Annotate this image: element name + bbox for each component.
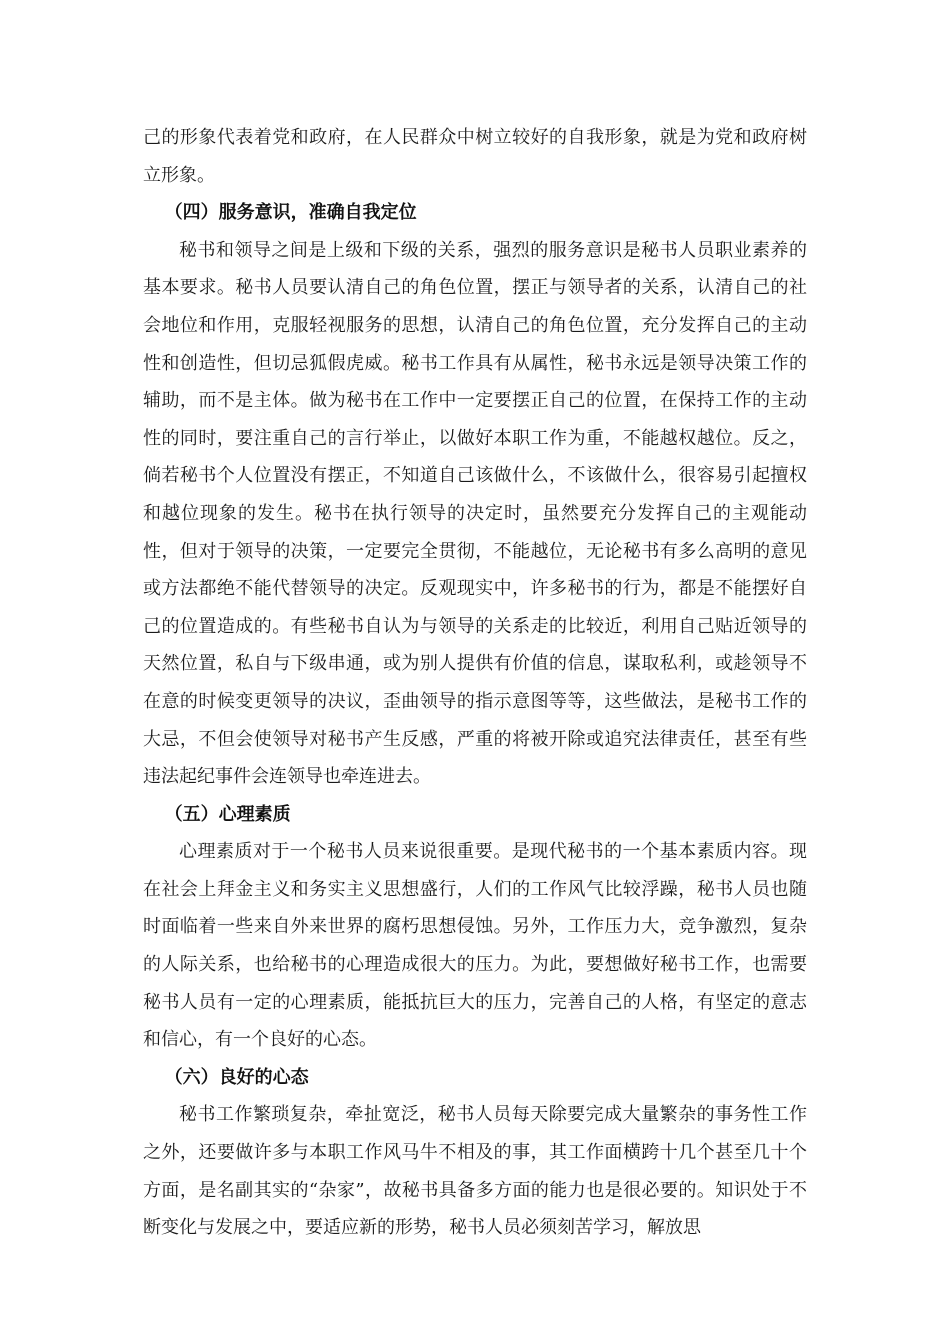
section-heading-psychological-quality: （五）心理素质 xyxy=(164,803,291,825)
paragraph-service-awareness: 秘书和领导之间是上级和下级的关系，强烈的服务意识是秘书人员职业素养的基本要求。秘书人员要认清自己的角色位置，摆正与领导者的关系，认清自己的社会地位和作用，克服轻视服务的思想，认清自己的角色位置，充分发挥自己的主动性和创造性，但切忌狐假虎威。秘书工作具有从属性，秘书永远是领导决策工作的辅助，而不是主体。做为秘书在工作中一定要摆正自己的位置，在保持工作的主动性的同时，要注重自己的言行举止，以做好本职工作为重，不能越权越位。反之，倘若秘书个人位置没有摆正，不知道自己该做什么，不该做什么，很容易引起擅权和越位现象的发生。秘书在执行领导的决定时，虽然要充分发挥自己的主观能动性，但对于领导的决策，一定要完全贯彻，不能越位，无论秘书有多么高明的意见或方法都绝不能代替领导的决定。反观现实中，许多秘书的行为，都是不能摆好自己的位置造成的。有些秘书自认为与领导的关系走的比较近，利用自己贴近领导的天然位置，私自与下级串通，或为别人提供有价值的信息，谋取私利，或趁领导不在意的时候变更领导的决议，歪曲领导的指示意图等等，这些做法，是秘书工作的大忌，不但会使领导对秘书产生反感，严重的将被开除或追究法律责任，甚至有些违法起纪事件会连领导也牵连进去。 xyxy=(143,239,807,788)
document-body xyxy=(143,119,807,1247)
paragraph-psychological-quality: 心理素质对于一个秘书人员来说很重要。是现代秘书的一个基本素质内容。现在社会上拜金主义和务实主义思想盛行，人们的工作风气比较浮躁，秘书人员也随时面临着一些来自外来世界的腐朽思想侵蚀。另外，工作压力大，竞争激烈，复杂的人际关系，也给秘书的心理造成很大的压力。为此，要想做好秘书工作，也需要秘书人员有一定的心理素质，能抵抗巨大的压力，完善自己的人格，有坚定的意志和信心，有一个良好的心态。 xyxy=(143,841,807,1051)
section-heading-good-mindset: （六）良好的心态 xyxy=(164,1066,309,1088)
paragraph-good-mindset: 秘书工作繁琐复杂，牵扯宽泛，秘书人员每天除要完成大量繁杂的事务性工作之外，还要做许多与本职工作风马牛不相及的事，其工作面横跨十几个甚至几十个方面，是名副其实的“杂家”，故秘书具备多方面的能力也是很必要的。知识处于不断变化与发展之中，要适应新的形势，秘书人员必须刻苦学习，解放思 xyxy=(143,1104,807,1239)
paragraph-image-continuation: 己的形象代表着党和政府，在人民群众中树立较好的自我形象，就是为党和政府树立形象。 xyxy=(143,127,807,186)
section-heading-service-awareness: （四）服务意识，准确自我定位 xyxy=(164,202,417,224)
